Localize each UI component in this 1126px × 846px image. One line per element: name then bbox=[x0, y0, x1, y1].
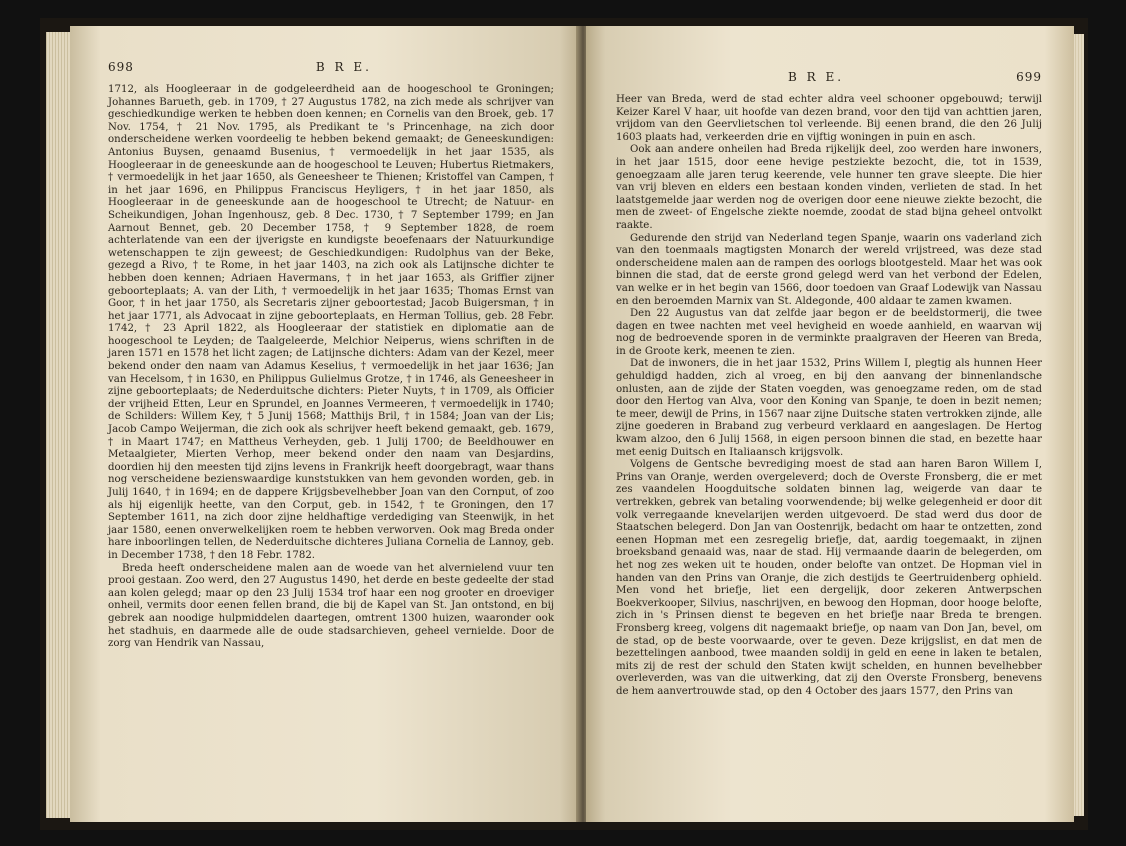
left-paragraph-1: 1712, als Hoogleeraar in de godgeleerdheid aan de hoogeschool te Groningen; Johannes Barueth, geb. in 1709, † 27 Augustus 1782, na zich mede als schrijver van geschiedkundige werken te hebben doen kennen; en Cornelis van den Broek, geb. 17 Nov. 1754, † 21 Nov. 1795, als Predikant te 's Princenhage, na zich door onderscheidene werken voordeelig te hebben bekend gemaakt; de Geneeskundigen: Antonius Buysen, genaamd Busenius, † vermoedelijk in het jaar 1535, als Hoogleeraar in de geneeskunde aan de hoogeschool te Leuven; Hubertus Rietmakers, † vermoedelijk in het jaar 1650, als Geneesheer te Thienen; Kristoffel van Campen, † in het jaar 1696, en Philippus Franciscus Heyligers, † in het jaar 1850, als Hoogleeraar in de geneeskunde aan de hoogeschool te Utrecht; de Natuur- en Scheikundigen, Johan Ingenhousz, geb. 8 Dec. 1730, † 7 September 1799; en Jan Aarnout Bennet, geb. 20 December 1758, † 9 September 1828, de roem achterlatende van een der ijverigste en kundigste beoefenaars der Natuurkundige wetenschappen te zijn geweest; de Geschiedkundigen: Rudolphus van der Beke, gezegd a Rivo, † te Rome, in het jaar 1403, na zich ook als Latijnsche dichter te hebben doen kennen; Adriaen Havermans, † in het jaar 1653, als Griffier zijner geboorteplaats; A. van der Lith, † vermoedelijk in het jaar 1635; Thomas Ernst van Goor, † in het jaar 1750, als Secretaris zijner geboortestad; Jacob Buigersman, † in het jaar 1771, als Advocaat in zijne geboorteplaats, en Herman Tollius, geb. 28 Febr. 1742, † 23 April 1822, als Hoogleeraar der statistiek en diplomatie aan de hoogeschool te Leyden; de Taalgeleerde, Melchior Neiperus, wiens schriften in de jaren 1571 en 1578 het licht zagen; de Latijnsche dichters: Adam van der Kezel, meer bekend onder den naam van Adamus Keselius, † vermoedelijk in het jaar 1636; Jan van Hecelsom, † in 1630, en Philippus Gulielmus Grotze, † in 1746, als Geneesheer in zijne geboorteplaats; de Nederduitsche dichters: Pieter Nuyts, † in 1709, als Officier der vrijheid Etten, Leur en Sprundel, en Joannes Vermeeren, † vermoedelijk in 1740; de Schilders: Willem Key, † 5 Junij 1568; Matthijs Bril, † in 1584; Joan van der Lis; Jacob Campo Weijerman, die zich ook als schrijver heeft bekend gemaakt, geb. 1679, † in Maart 1747; en Mattheus Verheyden, geb. 1 Julij 1700; de Beeldhouwer en Metaalgieter, Mierten Verhop, meer bekend onder den naam van Desjardins, doordien hij den meesten tijd zijns levens in Frankrijk heeft doorgebragt, waar thans nog verscheidene bezienswaardige kunststukken van hem gevonden worden, geb. in Julij 1640, † in 1694; en de dappere Krijgsbevelhebber Joan van den Cornput, of zoo als hij eigenlijk heette, van den Corput, geb. in 1542, † te Groningen, den 17 September 1611, na zich door zijne heldhaftige verdediging van Steenwijk, in het jaar 1580, eenen onverwelkelijken roem te hebben verworven. Ook mag Breda onder hare inboorlingen tellen, de Nederduitsche dichteres Juliana Cornelia de Lannoy, geb. in December 1738, † den 18 Febr. 1782. bbox=[108, 84, 554, 561]
right-page-text bbox=[616, 94, 1042, 699]
right-paragraph-1: Heer van Breda, werd de stad echter aldra veel schooner opgebouwd; terwijl Keizer Karel V haar, uit hoofde van dezen brand, voor den tijd van achttien jaren, vrijdom van den Geervlietschen tol verleende. Bij eenen brand, die den 26 Julij 1603 plaats had, verkeerden drie en vijftig woningen in puin en asch. bbox=[616, 94, 1042, 143]
right-page-number: 699 bbox=[1016, 70, 1042, 84]
right-head-title: B R E. bbox=[788, 70, 845, 84]
page-edges-left bbox=[46, 32, 72, 818]
left-running-head bbox=[108, 60, 554, 74]
right-paragraph-6: Volgens de Gentsche bevrediging moest de stad aan haren Baron Willem I, Prins van Oranje, werden overgeleverd; doch de Overste Fronsberg, die er met zes vaandelen Hoogduitsche soldaten binnen lag, weigerde van daar te vertrekken, gebrek van betaling voorwendende; bij welke gelegenheid er door dit volk verregaande knevelarijen werden uitgevoerd. De stad werd dus door de Staatschen belegerd. Don Jan van Oostenrijk, bedacht om haar te ontzetten, zond eenen Hopman met een zesregelig briefje, dat, aardig toegemaakt, in zijnen broeksband genaaid was, naar de stad. Hij vermaande daarin de belegerden, om het nog zes weken uit te houden, onder belofte van ontzet. De Hopman viel in handen van den Prins van Oranje, die zich destijds te Geertruidenberg ophield. Men vond het briefje, liet een dergelijk, door zekeren Antwerpschen Boekverkooper, Silvius, naschrijven, en bewoog den Hopman, door hooge belofte, zich in 's Prinsen dienst te begeven en het briefje naar Breda te brengen. Fronsberg kreeg, volgens dit nagemaakt briefje, op naam van Don Jan, bevel, om de stad, op de beste voorwaarde, over te geven. Deze krijgslist, en dat men de bezettelingen aanbood, twee maanden soldij in geld en eene in laken te betalen, mits zij de rest der schuld den Staten kwijt schelden, en hunnen bevelhebber overleverden, was van die uitwerking, dat zij den Overste Fronsberg, benevens de hem aanvertrouwde stad, op den 4 October des jaars 1577, den Prins van bbox=[616, 459, 1042, 697]
right-page bbox=[586, 26, 1074, 822]
left-page-number: 698 bbox=[108, 60, 134, 74]
right-running-head bbox=[616, 70, 1042, 84]
right-paragraph-2: Ook aan andere onheilen had Breda rijkelijk deel, zoo werden hare inwoners, in het jaar 1515, door eene hevige pestziekte bezocht, die, tot in 1539, genoegzaam alle jaren terug keerende, vele hunner ten grave sleepte. Die hier van vrij bleven en elders een bestaan konden vinden, verlieten de stad. In het laatstgemelde jaar werden nog de overigen door eene nieuwe ziekte bezocht, die men de zweet- of Engelsche ziekte noemde, zoodat de stad bijna geheel ontvolkt raakte. bbox=[616, 144, 1042, 231]
right-paragraph-5: Dat de inwoners, die in het jaar 1532, Prins Willem I, plegtig als hunnen Heer gehuldigd hadden, zich al vroeg, en bij den aanvang der binnenlandsche onlusten, aan de zijde der Staten voegden, was genoegzame reden, om de stad door den Hertog van Alva, voor den Koning van Spanje, te doen in bezit nemen; te meer, dewijl de Prins, in 1567 naar zijne Duitsche staten vertrokken zijnde, alle zijne goederen in Braband zug verbeurd verklaard en aangeslagen. De Hertog kwam alzoo, den 6 Julij 1568, in eigen persoon binnen die stad, en bezette haar met eenig Duitsch en Italiaansch krijgsvolk. bbox=[616, 358, 1042, 458]
right-paragraph-4: Den 22 Augustus van dat zelfde jaar begon er de beeldstormerij, die twee dagen en twee nachten met veel hevigheid en woede aanhield, en waarvan wij nog de bedroevende sporen in de verminkte praalgraven der Heeren van Breda, in de Groote kerk, meenen te zien. bbox=[616, 308, 1042, 357]
left-paragraph-2: Breda heeft onderscheidene malen aan de woede van het alvernielend vuur ten prooi gestaan. Zoo werd, den 27 Augustus 1490, het derde en beste gedeelte der stad aan kolen gelegd; maar op den 23 Julij 1534 trof haar een nog grooter en droeviger onheil, vermits door eenen fellen brand, die bij de Kapel van St. Jan ontstond, en bij gebrek aan noodige hulpmiddelen daartegen, omtrent 1300 huizen, waaronder ook het stadhuis, en daarmede alle de oude stadsarchieven, geheel vernielde. Door de zorg van Hendrik van Nassau, bbox=[108, 562, 554, 650]
left-page-text bbox=[108, 84, 554, 651]
left-page bbox=[70, 26, 580, 822]
right-paragraph-3: Gedurende den strijd van Nederland tegen Spanje, waarin ons vaderland zich van den toenmaals magtigsten Monarch der wereld vrijstreed, was deze stad onderscheidene malen aan de rampen des oorlogs blootgesteld. Maar het was ook binnen die stad, dat de eerste grond gelegd werd van het verbond der Edelen, van welke er in het begin van 1566, door toedoen van Graaf Lodewijk van Nassau en den beroemden Marnix van St. Aldegonde, 400 aldaar te zamen kwamen. bbox=[616, 232, 1042, 307]
left-head-title: B R E. bbox=[315, 60, 372, 74]
book-spread bbox=[40, 18, 1088, 830]
